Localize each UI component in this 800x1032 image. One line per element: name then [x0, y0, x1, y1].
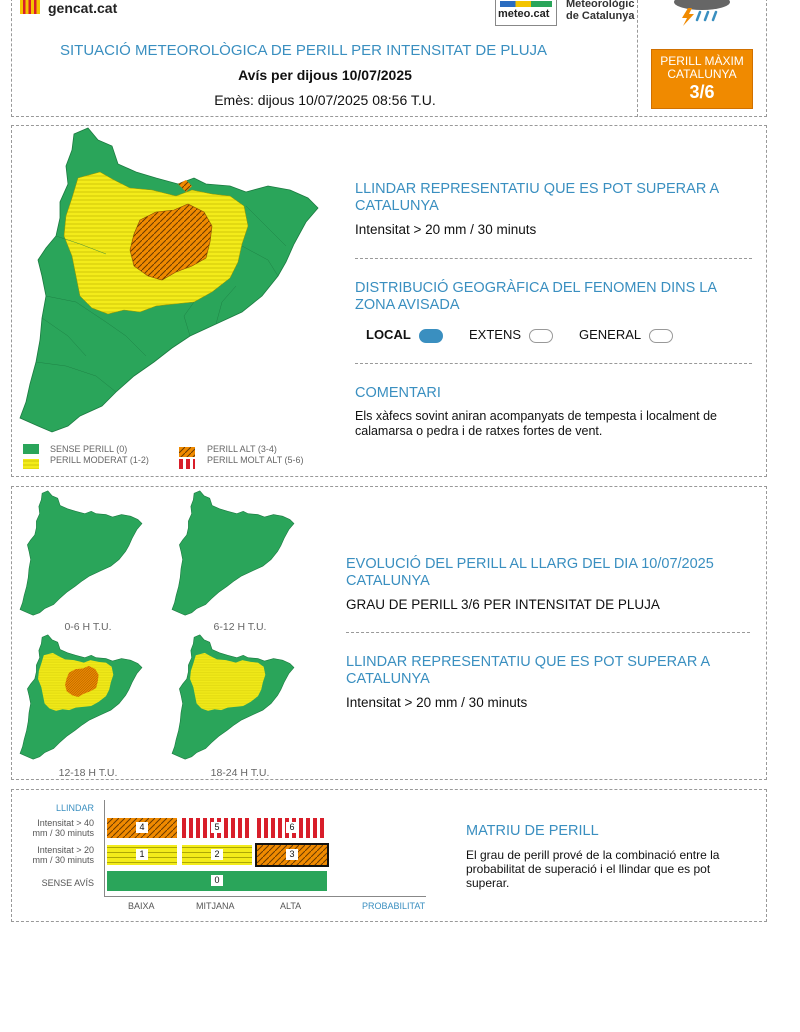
- separator-1: [355, 258, 752, 259]
- matrix-cell-3-num: 3: [286, 849, 298, 860]
- smc-line1: Meteorològic: [566, 0, 635, 10]
- page-title: SITUACIÓ METEOROLÒGICA DE PERILL PER INTENSITAT DE PLUJA: [60, 42, 548, 59]
- meteocat-text: meteo.cat: [498, 8, 550, 20]
- perill-maxim-badge: [651, 49, 753, 109]
- matrix-y-axis: [104, 800, 105, 896]
- separator-3: [346, 632, 750, 633]
- matrix-cell-1: [107, 845, 177, 865]
- llindar-value-2: Intensitat > 20 mm / 30 minuts: [346, 695, 528, 710]
- map-label-18-24: 18-24 H T.U.: [210, 767, 270, 779]
- distribucio-title: DISTRIBUCIÓ GEOGRÀFICA DEL FENOMEN DINS LA ZONA AVISADA: [355, 280, 717, 313]
- matrix-x-baixa: BAIXA: [128, 901, 155, 911]
- legend-molt-alt-label: PERILL MOLT ALT (5-6): [207, 455, 304, 465]
- matrix-cell-4: [107, 818, 177, 838]
- map-6-12: [170, 490, 296, 616]
- badge-line2: CATALUNYA: [667, 67, 737, 81]
- separator-2: [355, 363, 752, 364]
- matrix-row-mid-label: Intensitat > 20 mm / 30 minuts: [32, 845, 94, 865]
- emes-date: Emès: dijous 10/07/2025 08:56 T.U.: [214, 92, 436, 108]
- map-18-24: [170, 634, 296, 760]
- comentari-text: Els xàfecs sovint aniran acompanyats de tempesta i localment de calamarsa o pedra i de ratxes fortes de vent.: [355, 409, 717, 438]
- matrix-llindar-label: LLINDAR: [55, 803, 94, 813]
- gencat-logo-icon: [20, 0, 40, 14]
- badge-line1: PERILL MÀXIM: [660, 54, 744, 68]
- header-divider: [637, 0, 638, 117]
- storm-rain-icon: [670, 0, 734, 30]
- matrix-cell-1-num: 1: [136, 849, 148, 860]
- option-general-label: GENERAL: [579, 327, 642, 342]
- meteocat-bar-icon: [500, 1, 552, 7]
- toggle-local[interactable]: [419, 329, 443, 343]
- matrix-cell-2: [182, 845, 252, 865]
- matrix-cell-0-num: 0: [211, 875, 223, 886]
- legend-alt-label: PERILL ALT (3-4): [207, 444, 277, 454]
- matrix-cell-4-num: 4: [136, 822, 148, 833]
- avis-date: Avís per dijous 10/07/2025: [238, 67, 412, 83]
- legend-moderat-swatch: [23, 456, 39, 466]
- legend-sense-label: SENSE PERILL (0): [50, 444, 128, 454]
- option-local-label: LOCAL: [366, 327, 411, 342]
- llindar-title-2: LLINDAR REPRESENTATIU QUE ES POT SUPERAR A CATALUNYA: [346, 654, 710, 687]
- gencat-text[interactable]: gencat.cat: [48, 0, 118, 16]
- option-extens-label: EXTENS: [469, 327, 522, 342]
- matrix-cell-6: [257, 818, 327, 838]
- matrix-row-top-label: Intensitat > 40 mm / 30 minuts: [32, 818, 94, 838]
- llindar-title: LLINDAR REPRESENTATIU QUE ES POT SUPERAR A CATALUNYA: [355, 181, 719, 214]
- evolucio-value: GRAU DE PERILL 3/6 PER INTENSITAT DE PLUJA: [346, 597, 660, 612]
- option-local[interactable]: [366, 327, 443, 343]
- legend-alt-swatch: [179, 444, 195, 454]
- llindar-value: Intensitat > 20 mm / 30 minuts: [355, 222, 537, 237]
- matrix-x-axis: [104, 896, 426, 897]
- legend-sense-swatch: [23, 444, 39, 454]
- matriu-title: MATRIU DE PERILL: [466, 823, 599, 839]
- toggle-general[interactable]: [649, 329, 673, 343]
- matrix-cell-5: [182, 818, 252, 838]
- matrix-cell-2-num: 2: [211, 849, 223, 860]
- map-0-6: [18, 490, 144, 616]
- legend-moderat-label: PERILL MODERAT (1-2): [50, 455, 149, 465]
- meteocat-logo[interactable]: [495, 0, 557, 26]
- catalonia-map-main: [16, 126, 322, 434]
- matrix-cell-0: [107, 871, 327, 891]
- matrix-x-mitjana: MITJANA: [196, 901, 235, 911]
- matriu-text: El grau de perill prové de la combinació entre la probabilitat de superació i el llindar que es pot superar.: [466, 848, 720, 890]
- map-label-12-18: 12-18 H T.U.: [58, 767, 118, 779]
- option-extens[interactable]: [469, 327, 553, 343]
- legend-molt-alt-swatch: [179, 456, 195, 466]
- matrix-x-alta: ALTA: [280, 901, 302, 911]
- matrix-cell-5-num: 5: [211, 822, 223, 833]
- smc-line2: de Catalunya: [566, 10, 635, 22]
- evolucio-title: EVOLUCIÓ DEL PERILL AL LLARG DEL DIA 10/07/2025 CATALUNYA: [346, 556, 714, 589]
- map-12-18: [18, 634, 144, 760]
- matrix-cell-6-num: 6: [286, 822, 298, 833]
- matrix-x-axis-label: PROBABILITAT: [362, 901, 426, 911]
- toggle-extens[interactable]: [529, 329, 553, 343]
- comentari-title: COMENTARI: [355, 385, 441, 401]
- option-general[interactable]: [579, 327, 673, 343]
- badge-level: 3/6: [689, 82, 715, 102]
- matrix-row-bottom-label: SENSE AVÍS: [41, 878, 94, 888]
- map-label-6-12: 6-12 H T.U.: [213, 621, 267, 633]
- map-label-0-6: 0-6 H T.U.: [64, 621, 112, 633]
- matrix-cell-3-selected: [257, 845, 327, 865]
